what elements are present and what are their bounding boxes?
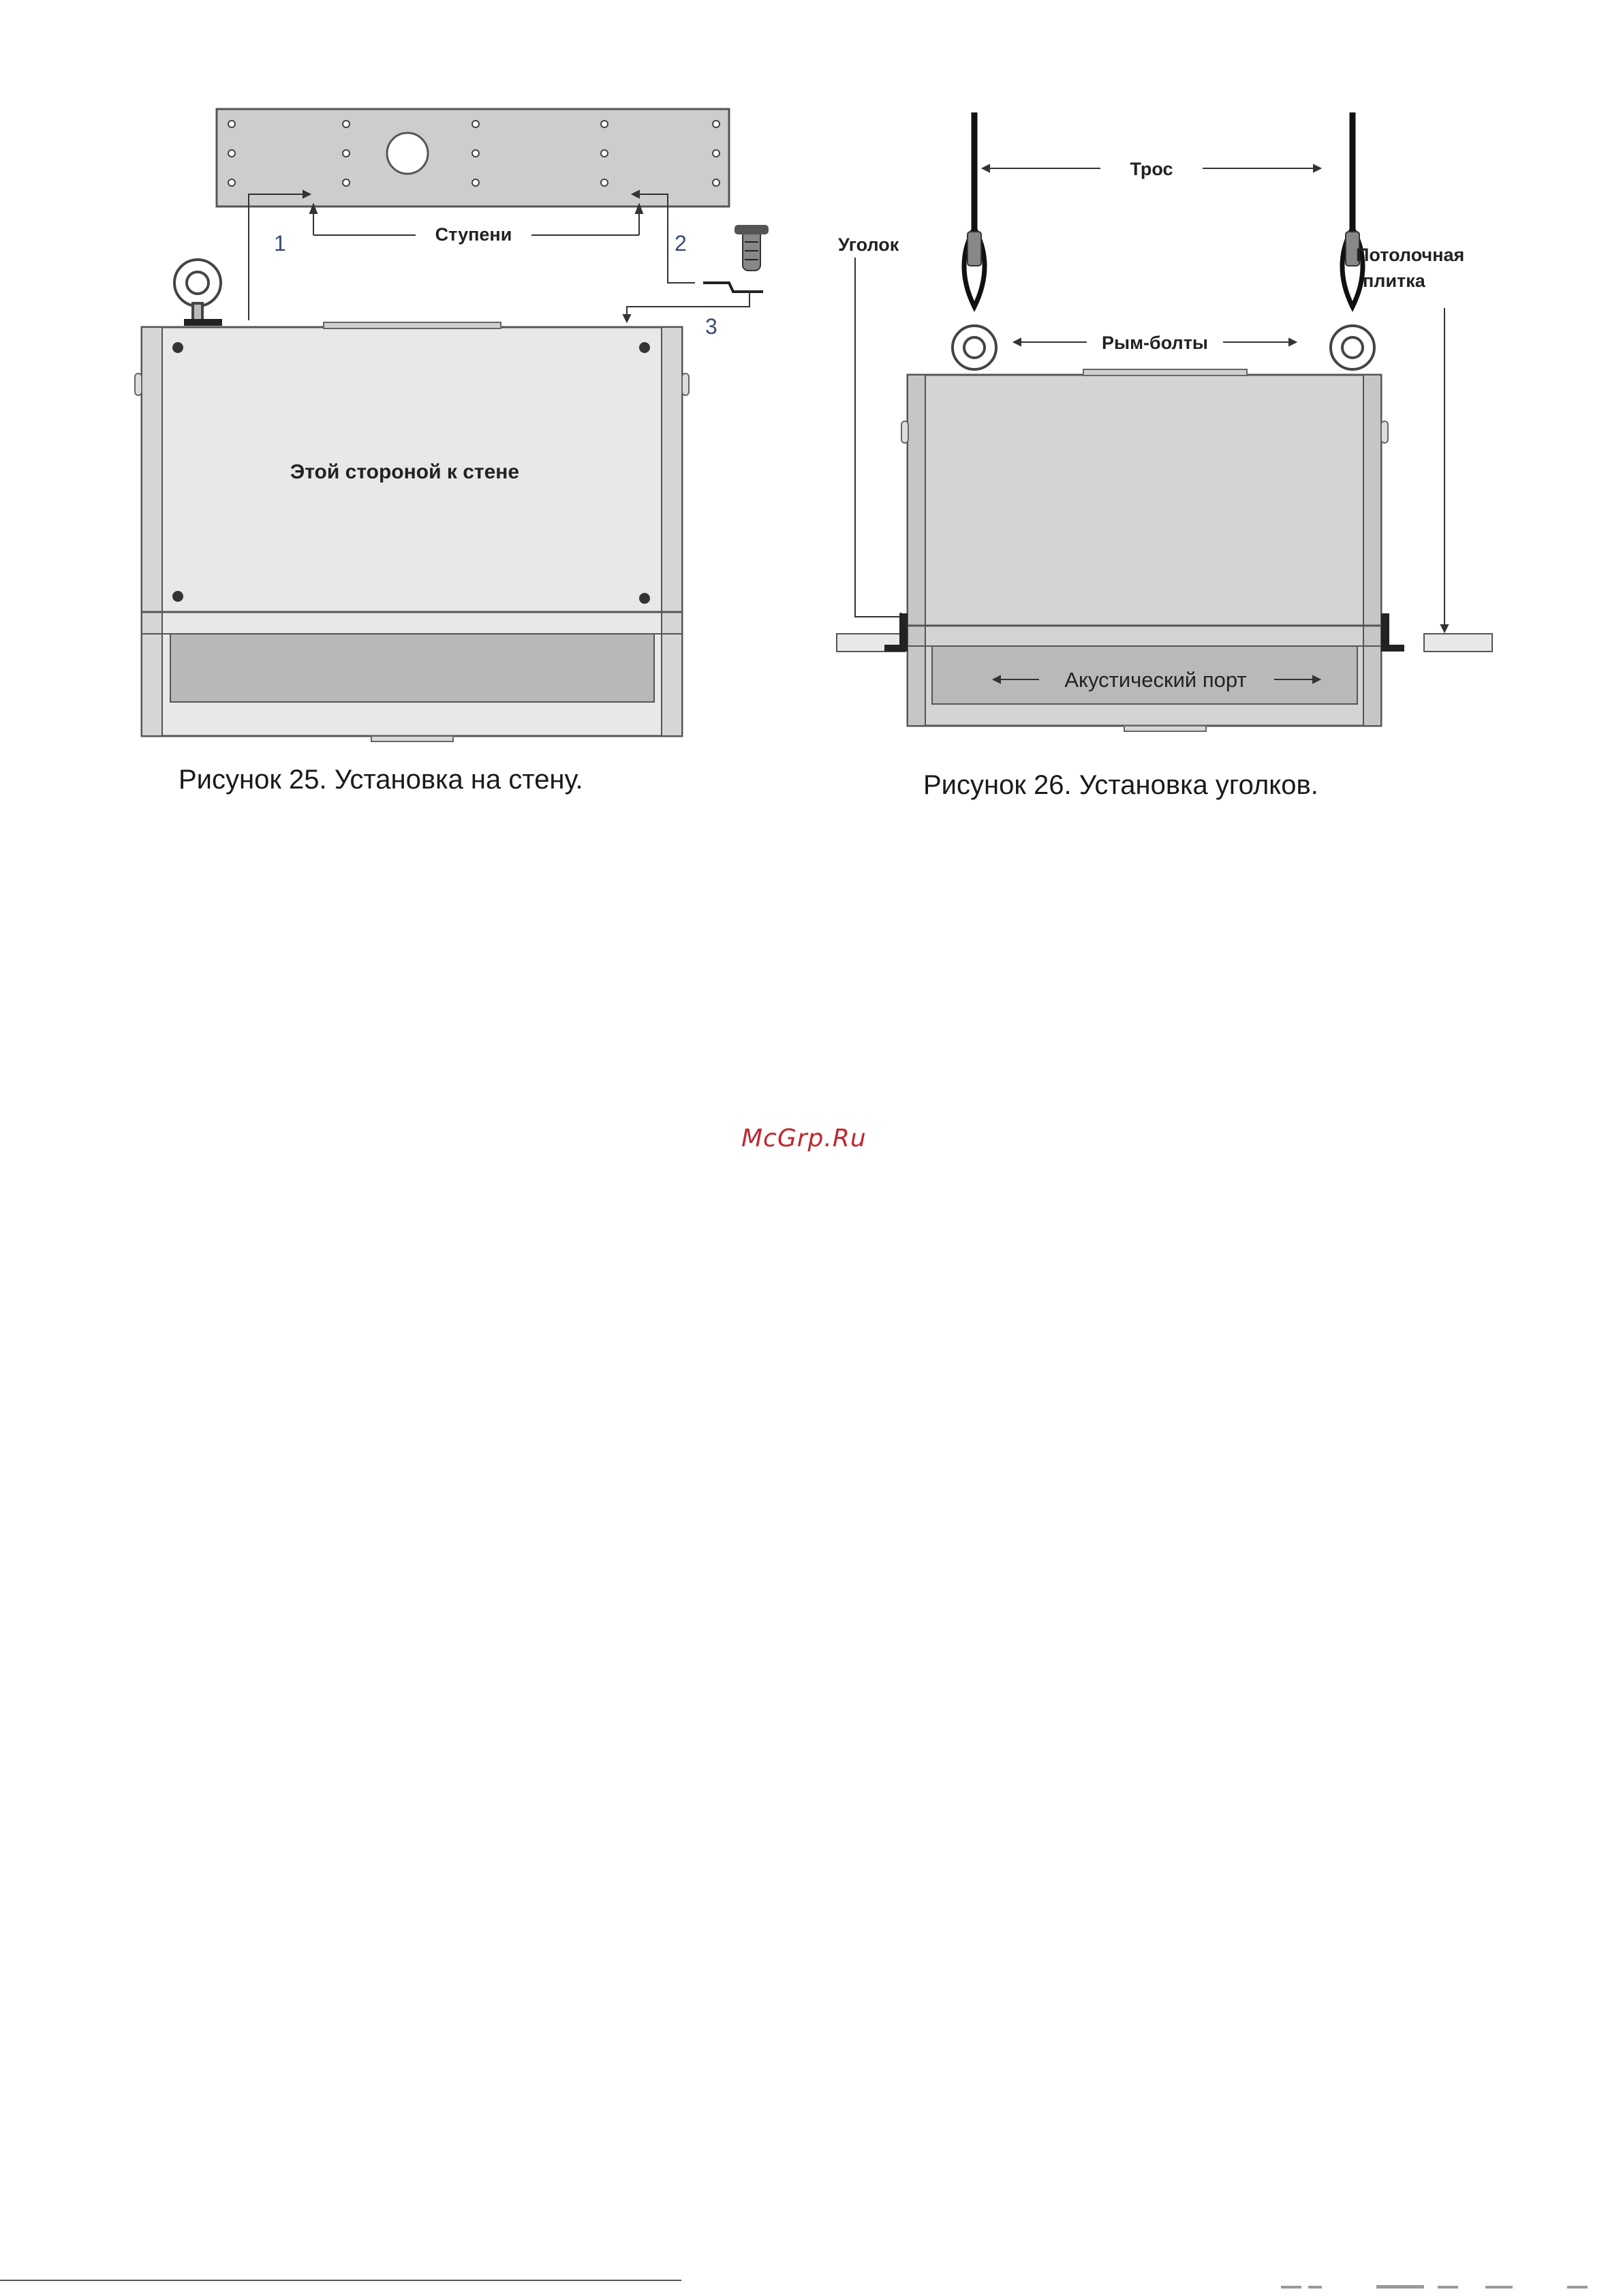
step-number-3: 3 xyxy=(705,314,717,339)
cable-loops xyxy=(964,228,1363,307)
acoustic-port-area xyxy=(170,634,654,702)
ceiling-tile-callout xyxy=(1441,308,1448,632)
figure-26-caption: Рисунок 26. Установка уголков. xyxy=(923,770,1318,800)
step-number-1: 1 xyxy=(274,231,286,256)
footer-marks xyxy=(1281,2284,1608,2291)
label-bracket: Уголок xyxy=(838,234,899,255)
bracket-callout xyxy=(855,258,908,620)
figure-25-wall-mount xyxy=(129,95,784,811)
label-wall-side: Этой стороной к стене xyxy=(290,461,520,483)
figure-26-drawing xyxy=(831,95,1499,811)
bracket-center-hole xyxy=(387,133,428,174)
step-number-2: 2 xyxy=(675,231,687,256)
label-ceiling-tile-line2: плитка xyxy=(1363,271,1425,291)
watermark-text: McGrp.Ru xyxy=(741,1124,867,1152)
label-cable: Трос xyxy=(1130,159,1173,179)
arrow-step-1 xyxy=(249,191,310,320)
arrow-step-3 xyxy=(623,292,749,322)
footer-rule xyxy=(0,2280,681,2281)
figure-25-caption: Рисунок 25. Установка на стену. xyxy=(179,765,583,795)
label-acoustic-port: Акустический порт xyxy=(1064,668,1247,692)
label-eye-bolts: Рым-болты xyxy=(1102,333,1208,353)
label-steps: Ступени xyxy=(435,224,512,245)
label-ceiling-tile-line1: Потолочная xyxy=(1356,245,1465,265)
mounting-tab xyxy=(703,283,763,292)
figure-25-drawing xyxy=(129,95,784,811)
screw-icon xyxy=(735,225,769,271)
eye-bolt xyxy=(174,260,222,326)
figure-26-bracket-install xyxy=(831,95,1499,811)
